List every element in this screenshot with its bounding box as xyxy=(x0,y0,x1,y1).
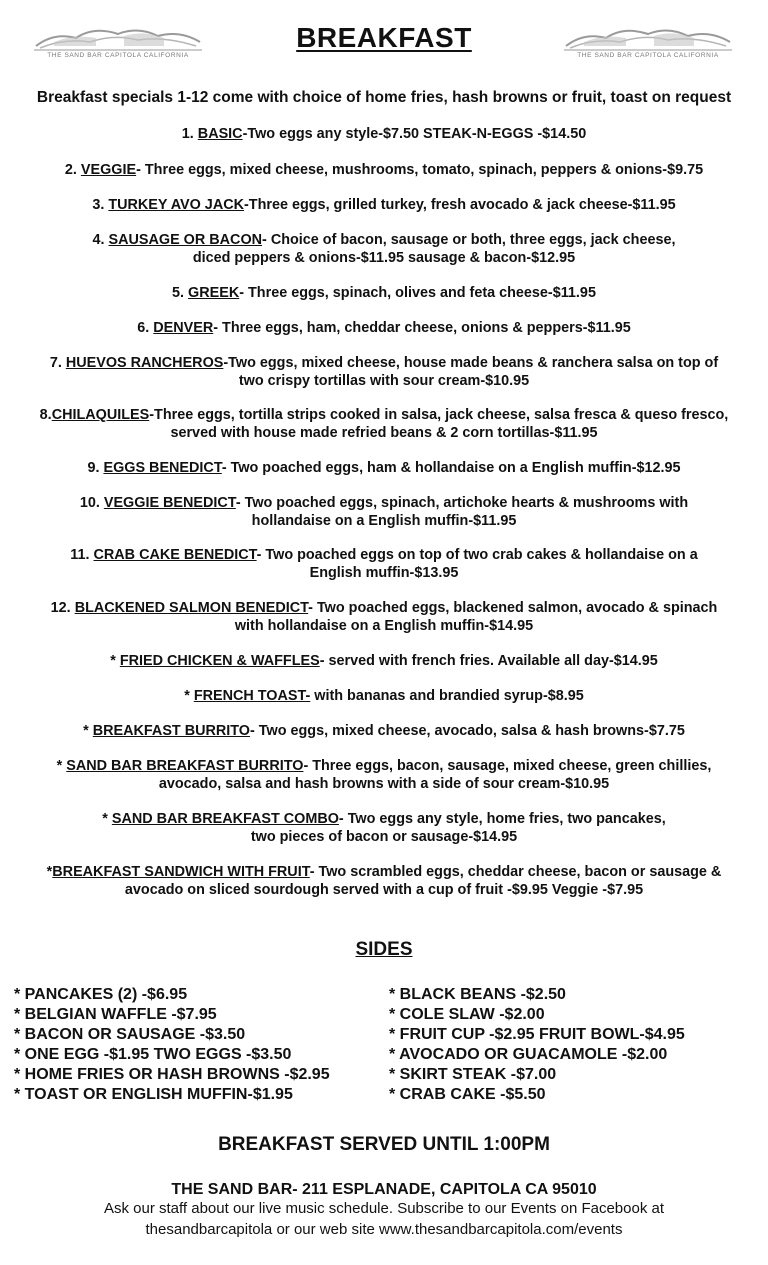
logo-text: THE SAND BAR CAPITOLA CALIFORNIA xyxy=(577,52,719,59)
item-desc-line2: two pieces of bacon or sausage-$14.95 xyxy=(250,829,518,845)
item-desc: - Two poached eggs, ham & hollandaise on a English muffin-$12.95 xyxy=(221,460,681,476)
item-desc: - Three eggs, spinach, olives and feta cheese-$11.95 xyxy=(239,285,596,301)
item-number: * xyxy=(110,653,120,669)
menu-item xyxy=(8,459,760,477)
menu-item xyxy=(8,406,760,442)
item-name: BLACKENED SALMON BENEDICT xyxy=(74,600,309,616)
item-desc: -Two eggs, mixed cheese, house made beans & ranchera salsa on top of xyxy=(223,355,719,371)
item-desc: - Choice of bacon, sausage or both, three eggs, jack cheese, xyxy=(262,232,676,248)
item-desc: - Three eggs, bacon, sausage, mixed cheese, green chillies, xyxy=(303,758,712,774)
item-name: BREAKFAST BURRITO xyxy=(92,723,251,739)
menu-item xyxy=(8,722,760,740)
sides-right-column xyxy=(389,985,685,1105)
sides-left-column xyxy=(14,985,330,1105)
address: THE SAND BAR- 211 ESPLANADE, CAPITOLA CA 95010 xyxy=(171,1181,597,1198)
item-name: BASIC xyxy=(197,126,243,142)
menu-item xyxy=(8,354,760,390)
item-desc: - Two poached eggs on top of two crab cakes & hollandaise on a xyxy=(256,547,698,563)
menu-item xyxy=(8,125,760,143)
footer-link-text[interactable]: thesandbarcapitola or our web site www.thesandbarcapitola.com/events xyxy=(145,1221,623,1238)
sand-bar-logo-right xyxy=(564,24,732,66)
side-item: * CRAB CAKE -$5.50 xyxy=(389,1086,546,1103)
item-number: 1. xyxy=(181,126,198,142)
item-name: CHILAQUILES xyxy=(51,407,150,423)
menu-item xyxy=(8,599,760,635)
item-desc-line2: English muffin-$13.95 xyxy=(309,565,459,581)
menu-item xyxy=(8,319,760,337)
item-number: 10. xyxy=(79,495,104,511)
item-desc: -Three eggs, grilled turkey, fresh avocado & jack cheese-$11.95 xyxy=(244,197,676,213)
item-number: 6. xyxy=(137,320,154,336)
intro-text: Breakfast specials 1-12 come with choice of home fries, hash browns or fruit, toast on request xyxy=(36,89,732,106)
side-item: * PANCAKES (2) -$6.95 xyxy=(14,986,188,1003)
item-desc: - Three eggs, ham, cheddar cheese, onions & peppers-$11.95 xyxy=(213,320,631,336)
item-desc: with bananas and brandied syrup-$8.95 xyxy=(310,688,584,704)
item-name: CRAB CAKE BENEDICT xyxy=(93,547,257,563)
item-number: * xyxy=(184,688,194,704)
menu-item xyxy=(8,284,760,302)
item-number: 7. xyxy=(49,355,66,371)
item-name: SAND BAR BREAKFAST BURRITO xyxy=(66,758,304,774)
menu-item xyxy=(8,810,760,846)
side-item: * SKIRT STEAK -$7.00 xyxy=(389,1066,557,1083)
side-item: * TOAST OR ENGLISH MUFFIN-$1.95 xyxy=(14,1086,293,1103)
side-item: * AVOCADO OR GUACAMOLE -$2.00 xyxy=(389,1046,668,1063)
item-name: HUEVOS RANCHEROS xyxy=(65,355,224,371)
menu-item xyxy=(8,757,760,793)
side-item: * BELGIAN WAFFLE -$7.95 xyxy=(14,1006,217,1023)
item-name: TURKEY AVO JACK xyxy=(108,197,244,213)
menu-item xyxy=(8,863,760,899)
item-desc: -Two eggs any style-$7.50 STEAK-N-EGGS -$14.50 xyxy=(242,126,587,142)
item-name: GREEK xyxy=(188,285,240,301)
page-title: BREAKFAST xyxy=(296,22,472,53)
item-number: 9. xyxy=(87,460,104,476)
item-desc-line2: with hollandaise on a English muffin-$14.95 xyxy=(234,618,534,634)
item-desc: - Two poached eggs, blackened salmon, avocado & spinach xyxy=(308,600,718,616)
item-desc: - Two poached eggs, spinach, artichoke hearts & mushrooms with xyxy=(235,495,689,511)
item-number: 11. xyxy=(70,547,94,563)
item-desc: - Two eggs, mixed cheese, avocado, salsa & hash browns-$7.75 xyxy=(250,723,685,739)
served-until: BREAKFAST SERVED UNTIL 1:00PM xyxy=(218,1134,550,1155)
item-number: 4. xyxy=(92,232,109,248)
side-item: * COLE SLAW -$2.00 xyxy=(389,1006,545,1023)
side-item: * FRUIT CUP -$2.95 FRUIT BOWL-$4.95 xyxy=(389,1026,685,1043)
item-name: SAUSAGE OR BACON xyxy=(108,232,263,248)
item-number: 5. xyxy=(172,285,189,301)
item-desc: - served with french fries. Available all day-$14.95 xyxy=(319,653,658,669)
item-desc-line2: avocado, salsa and hash browns with a side of sour cream-$10.95 xyxy=(158,776,610,792)
menu-item xyxy=(8,161,760,179)
item-desc-line2: diced peppers & onions-$11.95 sausage & bacon-$12.95 xyxy=(192,250,576,266)
item-name: DENVER xyxy=(153,320,214,336)
logo-text: THE SAND BAR CAPITOLA CALIFORNIA xyxy=(47,52,189,59)
side-item: * HOME FRIES OR HASH BROWNS -$2.95 xyxy=(14,1066,330,1083)
item-name: VEGGIE BENEDICT xyxy=(103,495,236,511)
side-item: * BLACK BEANS -$2.50 xyxy=(389,986,566,1003)
menu-item xyxy=(8,546,760,582)
item-number: 2. xyxy=(64,162,81,178)
menu-item xyxy=(8,494,760,530)
menu-item xyxy=(8,652,760,670)
footer-text: Ask our staff about our live music schedule. Subscribe to our Events on Facebook at xyxy=(103,1200,665,1217)
item-desc: - Two eggs any style, home fries, two pancakes, xyxy=(338,811,666,827)
wave-logo-icon xyxy=(564,24,732,54)
menu-item xyxy=(8,687,760,705)
item-desc-line2: served with house made refried beans & 2 corn tortillas-$11.95 xyxy=(170,425,598,441)
item-desc: - Three eggs, mixed cheese, mushrooms, tomato, spinach, peppers & onions-$9.75 xyxy=(136,162,704,178)
item-desc: -Three eggs, tortilla strips cooked in salsa, jack cheese, salsa fresca & queso fresco, xyxy=(149,407,729,423)
item-name: VEGGIE xyxy=(80,162,137,178)
sides-title: SIDES xyxy=(355,939,413,960)
item-desc-line2: hollandaise on a English muffin-$11.95 xyxy=(251,513,517,529)
item-desc-line2: avocado on sliced sourdough served with a cup of fruit -$9.95 Veggie -$7.95 xyxy=(124,882,644,898)
item-number: * xyxy=(56,758,67,774)
item-name: EGGS BENEDICT xyxy=(103,460,222,476)
item-number: 8. xyxy=(39,407,52,423)
menu-item xyxy=(8,231,760,267)
side-item: * BACON OR SAUSAGE -$3.50 xyxy=(14,1026,246,1043)
menu-item xyxy=(8,196,760,214)
side-item: * ONE EGG -$1.95 TWO EGGS -$3.50 xyxy=(14,1046,292,1063)
item-number: 3. xyxy=(92,197,109,213)
item-desc-line2: two crispy tortillas with sour cream-$10.95 xyxy=(238,373,530,389)
item-number: * xyxy=(83,723,93,739)
item-number: 12. xyxy=(50,600,75,616)
item-number: * xyxy=(102,811,112,827)
item-number: * xyxy=(46,864,53,880)
item-name: SAND BAR BREAKFAST COMBO xyxy=(111,811,339,827)
item-name: BREAKFAST SANDWICH WITH FRUIT xyxy=(52,864,310,880)
item-desc: - Two scrambled eggs, cheddar cheese, bacon or sausage & xyxy=(309,864,722,880)
item-name: FRIED CHICKEN & WAFFLES xyxy=(119,653,320,669)
item-name: FRENCH TOAST- xyxy=(193,688,311,704)
